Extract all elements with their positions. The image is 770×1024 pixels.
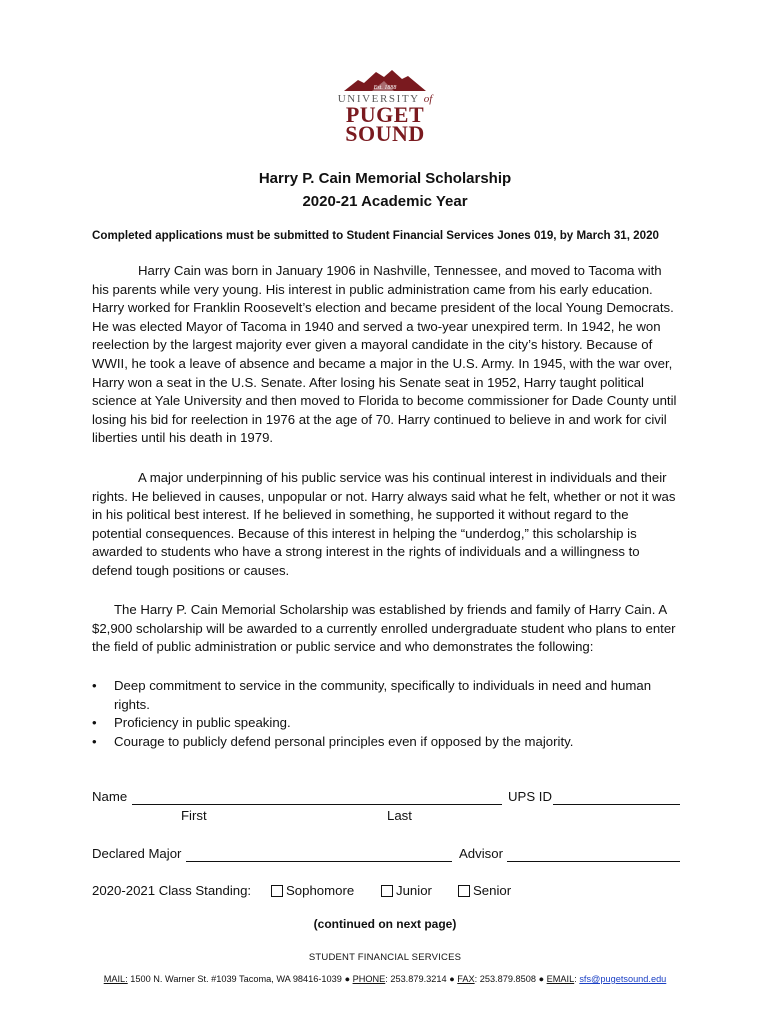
class-standing-label: 2020-2021 Class Standing: — [92, 883, 252, 898]
sophomore-checkbox[interactable] — [271, 885, 283, 897]
name-field[interactable] — [132, 804, 502, 805]
paragraph-values: A major underpinning of his public service was his continual interest in individuals and their rights. He believed in causes, unpopular or not. Harry always said what he felt, whether or not it was in his political best interest. If he believed in something, he supported it without regard to the potential consequences. Because of this interest in helping the “underdog,” this scholarship is awarded to students who have a strong interest in the rights of individuals and a willingness to defend tough positions or causes. — [92, 470, 676, 578]
senior-checkbox[interactable] — [458, 885, 470, 897]
advisor-field[interactable] — [507, 861, 680, 862]
mail-label: MAIL: — [103, 974, 128, 984]
email-link[interactable]: sfs@pugetsound.edu — [579, 974, 667, 984]
mountain-icon — [342, 68, 428, 92]
email-separator: : — [574, 974, 580, 984]
paragraph-award: The Harry P. Cain Memorial Scholarship was established by friends and family of Harry Cain. A $2,900 scholarship will be awarded to a currently enrolled undergraduate student who plans to enter the field of public administration or public service and who demonstrates the following: — [92, 602, 676, 655]
separator-dot: ● — [538, 974, 545, 984]
last-name-caption: Last — [387, 808, 412, 823]
continued-notice: (continued on next page) — [313, 917, 457, 931]
fax-number: : 253.879.8508 — [474, 974, 536, 984]
phone-label: PHONE — [352, 974, 386, 984]
junior-checkbox[interactable] — [381, 885, 393, 897]
logo-sound: SOUND — [345, 121, 425, 146]
separator-dot: ● — [344, 974, 350, 984]
criteria-item: • Deep commitment to service in the community, specifically to individuals in need and human rights. — [92, 677, 682, 714]
advisor-label: Advisor — [459, 846, 503, 861]
ups-id-label: UPS ID — [508, 789, 552, 804]
paragraph-biography: Harry Cain was born in January 1906 in Nashville, Tennessee, and moved to Tacoma with his parents while very young. His interest in public administration came from his early education. Harry worked for Franklin Roosevelt’s election and became president of the local Young Democrats. He was elected Mayor of Tacoma in 1940 and served a two-year unexpired term. In 1942, he won reelection by the largest majority ever given a mayoral candidate in the city’s history. Because of WWII, he took a leave of absence and became a major in the U.S. Army. In 1945, with the war over, Harry won a seat in the U.S. Senate. After losing his Senate seat in 1952, Harry taught political science at Yale University and then moved to Florida to become commissioner for Dade County until losing his bid for reelection in 1976 at the age of 70. Harry continued to believe in and work for civil liberties until his death in 1979. — [92, 263, 677, 446]
major-field[interactable] — [186, 861, 452, 862]
major-label: Declared Major — [92, 846, 182, 861]
fax-label: FAX — [457, 974, 475, 984]
junior-option: Junior — [396, 883, 432, 898]
mail-address: 1500 N. Warner St. #1039 Tacoma, WA 98416-1039 — [130, 974, 342, 984]
page-title: Harry P. Cain Memorial Scholarship — [258, 170, 512, 187]
office-name: STUDENT FINANCIAL SERVICES — [308, 952, 462, 963]
criteria-list — [92, 677, 682, 751]
ups-id-field[interactable] — [553, 804, 680, 805]
logo-university: UNIVERSITY of — [337, 93, 433, 105]
senior-option: Senior — [473, 883, 512, 898]
sophomore-option: Sophomore — [286, 883, 355, 898]
academic-year: 2020-21 Academic Year — [302, 193, 468, 210]
contact-line — [0, 974, 770, 984]
logo-puget: PUGET — [345, 102, 425, 127]
logo-est: Est. 1888 — [373, 85, 397, 91]
criteria-item: • Proficiency in public speaking. — [92, 714, 682, 733]
deadline-notice: Completed applications must be submitted to Student Financial Services Jones 019, by March 31, 2020 — [92, 229, 659, 242]
phone-number: : 253.879.3214 — [385, 974, 447, 984]
name-label: Name — [92, 789, 128, 804]
university-logo — [320, 68, 450, 160]
email-label: EMAIL — [546, 974, 575, 984]
criteria-item: • Courage to publicly defend personal principles even if opposed by the majority. — [92, 733, 682, 752]
first-name-caption: First — [181, 808, 207, 823]
separator-dot: ● — [449, 974, 455, 984]
